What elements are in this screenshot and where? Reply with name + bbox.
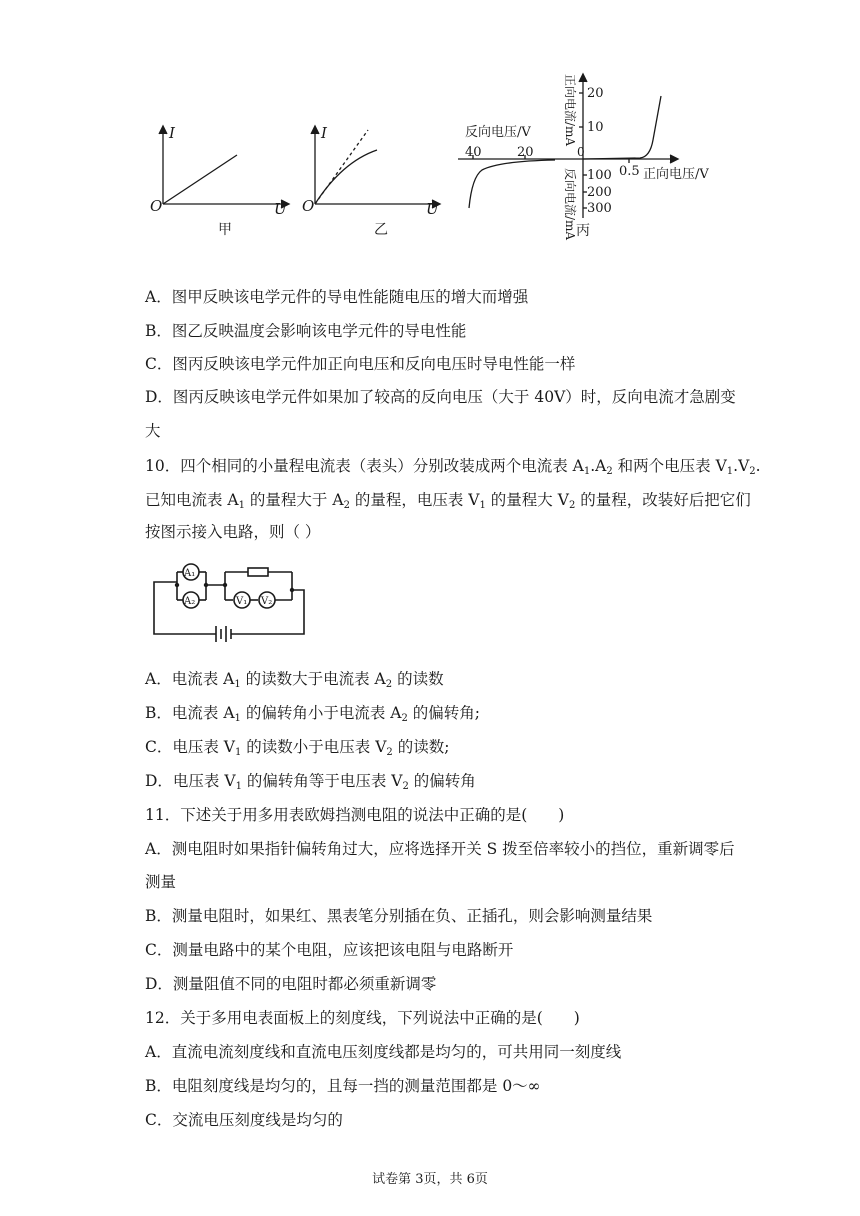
q10-option-c: C．电压表 $V_1$ 的读数小于电压表 $V_2$ 的读数; bbox=[145, 738, 450, 758]
circuit-v2-label: V₂ bbox=[261, 596, 273, 607]
q10-option-a: A．电流表 $A_1$ 的读数大于电流表 $A_2$ 的读数 bbox=[145, 670, 444, 690]
bing-caption: 丙 bbox=[576, 223, 590, 239]
q12-option-c: C．交流电压刻度线是均匀的 bbox=[145, 1111, 343, 1129]
q11-option-a-line1: A．测电阻时如果指针偏转角过大，应将选择开关 S 拨至倍率较小的挡位，重新调零后 bbox=[145, 840, 735, 858]
q12-option-a: A．直流电流刻度线和直流电压刻度线都是均匀的，可共用同一刻度线 bbox=[145, 1043, 622, 1061]
q9-option-d-line2: 大 bbox=[145, 422, 161, 440]
figure-jia bbox=[0, 0, 860, 250]
q11-option-c: C．测量电路中的某个电阻，应该把该电阻与电路断开 bbox=[145, 941, 514, 959]
yi-caption: 乙 bbox=[374, 222, 388, 238]
q9-option-a: A．图甲反映该电学元件的导电性能随电压的增大而增强 bbox=[145, 288, 529, 306]
q10-number: 10． bbox=[145, 457, 181, 475]
q10-circuit-diagram bbox=[146, 560, 316, 652]
bing-tick-10ma: 10 bbox=[587, 120, 604, 135]
graph-jia bbox=[159, 126, 289, 208]
jia-x-label: U bbox=[274, 200, 287, 218]
yi-y-label: I bbox=[321, 124, 327, 142]
q11-stem: 11．下述关于用多用表欧姆挡测电阻的说法中正确的是( ) bbox=[145, 806, 565, 824]
jia-caption: 甲 bbox=[218, 222, 232, 238]
q10-stem-line3: 按图示接入电路，则（ ） bbox=[145, 523, 321, 541]
jia-origin: O bbox=[150, 197, 163, 215]
q9-option-b: B．图乙反映温度会影响该电学元件的导电性能 bbox=[145, 322, 467, 340]
jia-line bbox=[163, 155, 237, 204]
yi-origin: O bbox=[302, 197, 315, 215]
q10-stem-line2: 已知电流表 $A_1$ 的量程大于 $A_2$ 的量程，电压表 $V_1$ 的量程大 $V_2$ 的量程，改装好后把它们 bbox=[145, 491, 751, 511]
bing-tick-200: 200 bbox=[587, 185, 612, 200]
bing-neg-voltage-label: 反向电压/V bbox=[465, 125, 531, 140]
q10-option-d: D．电压表 $V_1$ 的偏转角等于电压表 $V_2$ 的偏转角 bbox=[145, 772, 476, 792]
bing-reverse-curve bbox=[469, 160, 555, 208]
bing-tick-20ma: 20 bbox=[587, 86, 604, 101]
bing-tick-20: 20 bbox=[517, 145, 534, 160]
bing-pos-current-label: 正向电流/mA bbox=[563, 74, 577, 147]
page-footer: 试卷第 3页，共 6页 bbox=[372, 1172, 488, 1187]
q9-option-c: C．图丙反映该电学元件加正向电压和反向电压时导电性能一样 bbox=[145, 355, 576, 373]
q11-option-b: B．测量电阻时，如果红、黑表笔分别插在负、正插孔，则会影响测量结果 bbox=[145, 907, 653, 925]
bing-pos-voltage-label: 正向电压/V bbox=[643, 167, 709, 182]
bing-tick-0: 0 bbox=[577, 145, 585, 159]
q12-option-b: B．电阻刻度线是均匀的，且每一挡的测量范围都是 0～∞ bbox=[145, 1077, 541, 1095]
bing-tick-300: 300 bbox=[587, 201, 612, 216]
circuit-a1-label: A₁ bbox=[184, 568, 196, 579]
graph-yi bbox=[311, 126, 440, 208]
q9-option-d-line1: D．图丙反映该电学元件如果加了较高的反向电压（大于 40V）时，反向电流才急剧变 bbox=[145, 388, 736, 406]
q12-stem: 12．关于多用电表面板上的刻度线，下列说法中正确的是( ) bbox=[145, 1009, 580, 1027]
q10-stem-line1: 10．四个相同的小量程电流表（表头）分别改装成两个电流表 $A_1.A_2$ 和两个电压表 $V_1.V_2$. bbox=[145, 457, 761, 477]
circuit-a2-label: A₂ bbox=[184, 596, 196, 607]
q11-option-a-line2: 测量 bbox=[145, 873, 177, 891]
bing-neg-current-label: 反向电流/mA bbox=[563, 168, 577, 241]
yi-x-label: U bbox=[426, 200, 439, 218]
bing-tick-100: 100 bbox=[587, 168, 612, 183]
q10-option-b: B．电流表 $A_1$ 的偏转角小于电流表 $A_2$ 的偏转角; bbox=[145, 704, 480, 724]
yi-curve bbox=[315, 150, 377, 204]
bing-tick-05: 0.5 bbox=[619, 164, 640, 179]
bing-tick-40: 40 bbox=[465, 145, 482, 160]
circuit-v1-label: V₁ bbox=[236, 596, 248, 607]
jia-y-label: I bbox=[169, 124, 175, 142]
q11-option-d: D．测量阻值不同的电阻时都必须重新调零 bbox=[145, 975, 437, 993]
